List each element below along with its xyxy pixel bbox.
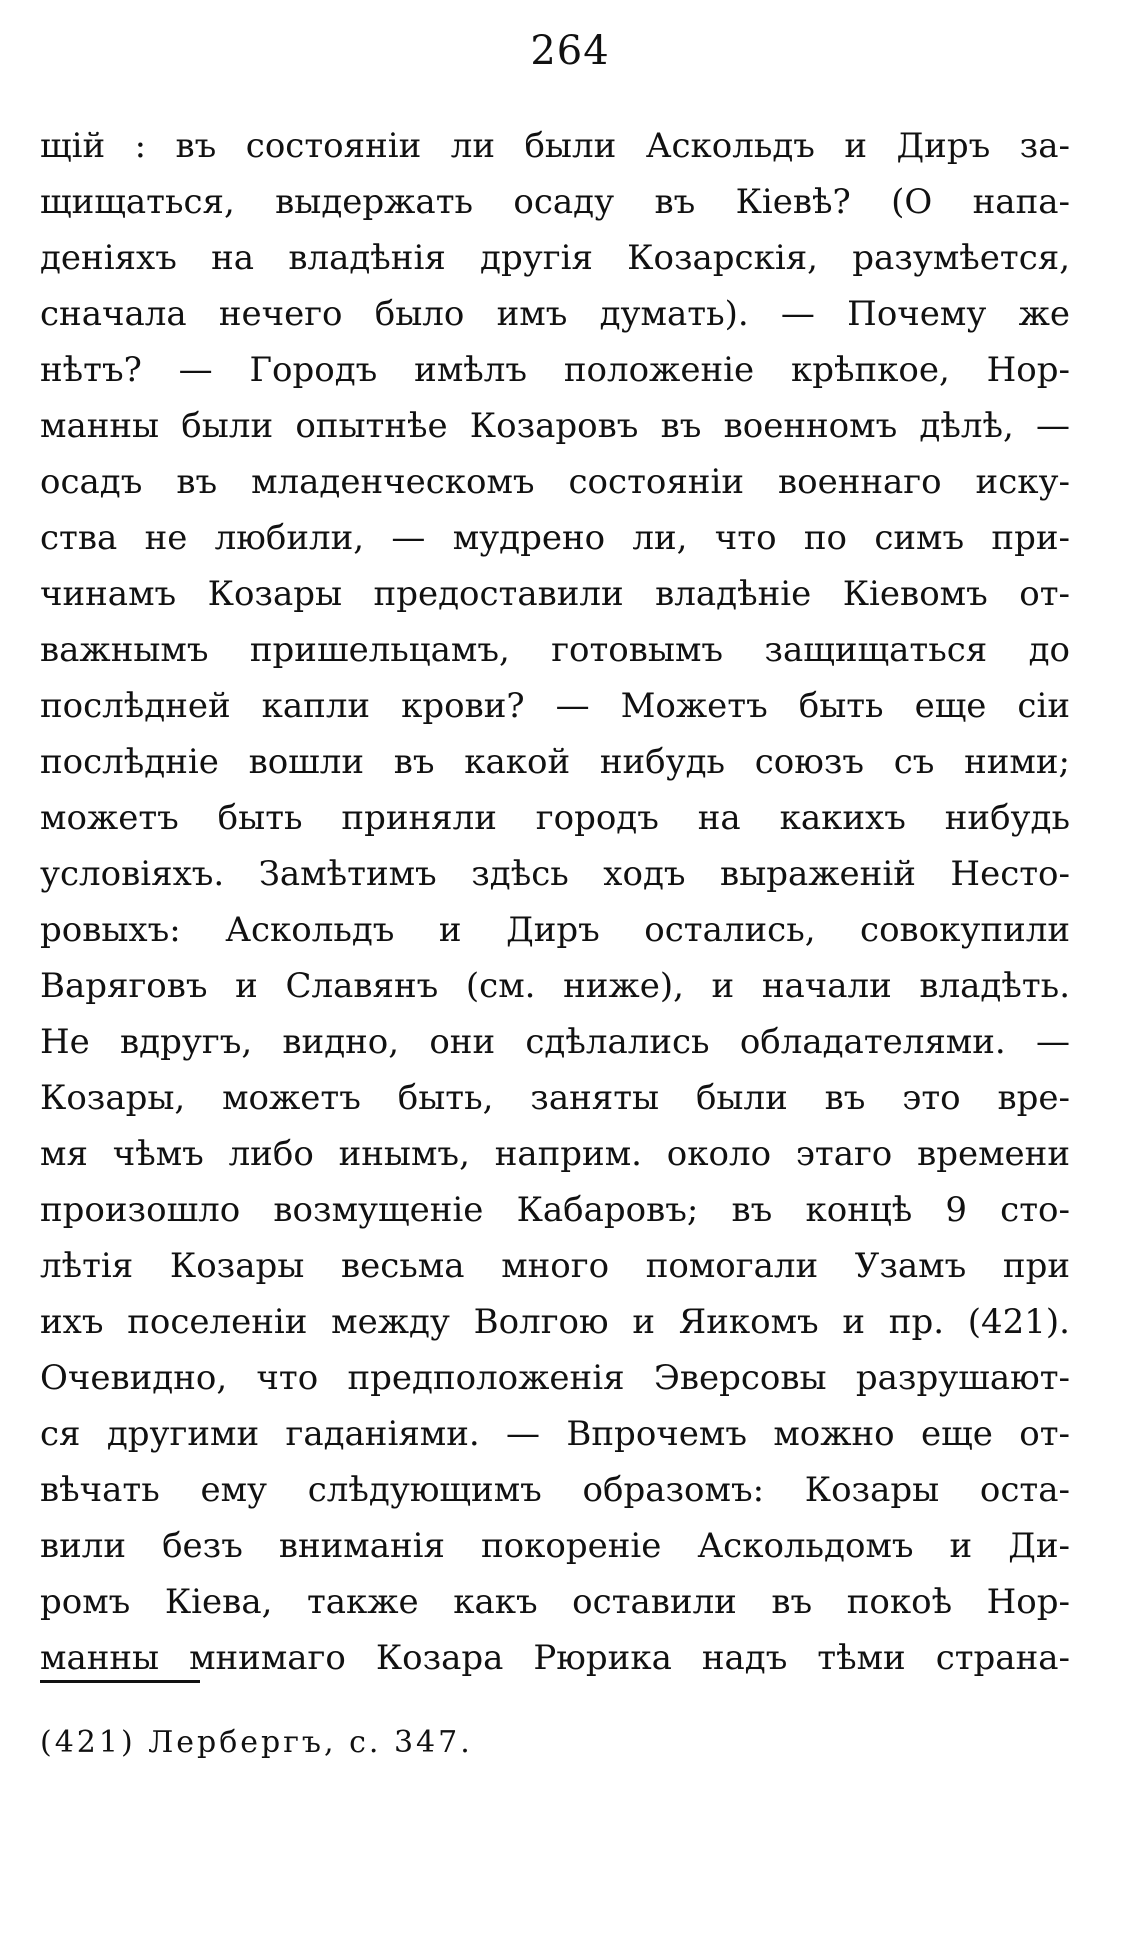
text-line: важнымъ пришельцамъ, готовымъ защищаться до [40,630,1070,670]
text-line: щищаться, выдержать осаду въ Кіевѣ? (О напа- [40,182,1070,222]
text-line: ихъ поселеніи между Волгою и Яикомъ и пр. (421). [40,1302,1070,1342]
text-line: ромъ Кіева, также какъ оставили въ покоѣ Нор- [40,1582,1070,1622]
text-line: щій : въ состояніи ли были Аскольдъ и Диръ за- [40,126,1070,166]
text-line: манны мнимаго Козара Рюрика надъ тѣми страна- [40,1638,1070,1678]
text-line: манны были опытнѣе Козаровъ въ военномъ дѣлѣ, — [40,406,1070,446]
text-line: осадъ въ младенческомъ состояніи военнаго иску- [40,462,1070,502]
page-number: 264 [530,28,610,74]
text-line: мя чѣмъ либо инымъ, наприм. около этаго времени [40,1134,1070,1174]
text-line: послѣдніе вошли въ какой нибудь союзъ съ ними; [40,742,1070,782]
text-line: условіяхъ. Замѣтимъ здѣсь ходъ выраженій Несто- [40,854,1070,894]
text-line: можетъ быть приняли городъ на какихъ нибудь [40,798,1070,838]
text-line: Варяговъ и Славянъ (см. ниже), и начали владѣть. [40,966,1070,1006]
footnote-divider [40,1680,200,1683]
text-line: деніяхъ на владѣнія другія Козарскія, разумѣется, [40,238,1070,278]
text-line: ства не любили, — мудрено ли, что по симъ при- [40,518,1070,558]
body-text [40,118,1070,1686]
text-line: ровыхъ: Аскольдъ и Диръ остались, совокупили [40,910,1070,950]
text-line: послѣдней капли крови? — Можетъ быть еще сіи [40,686,1070,726]
text-line: Не вдругъ, видно, они сдѣлались обладателями. — [40,1022,1070,1062]
text-line: произошло возмущеніе Кабаровъ; въ концѣ 9 сто- [40,1190,1070,1230]
text-line: сначала нечего было имъ думать). — Почему же [40,294,1070,334]
text-line: Козары, можетъ быть, заняты были въ это вре- [40,1078,1070,1118]
text-line: ся другими гаданіями. — Впрочемъ можно еще от- [40,1414,1070,1454]
text-line: лѣтія Козары весьма много помогали Узамъ при [40,1246,1070,1286]
text-line: вѣчать ему слѣдующимъ образомъ: Козары оста- [40,1470,1070,1510]
text-line: вили безъ вниманія покореніе Аскольдомъ и Ди- [40,1526,1070,1566]
text-line: чинамъ Козары предоставили владѣніе Кіевомъ от- [40,574,1070,614]
text-line: нѣтъ? — Городъ имѣлъ положеніе крѣпкое, Нор- [40,350,1070,390]
footnote: (421) Лербергъ, с. 347. [40,1725,473,1760]
text-line: Очевидно, что предположенія Эверсовы разрушают- [40,1358,1070,1398]
